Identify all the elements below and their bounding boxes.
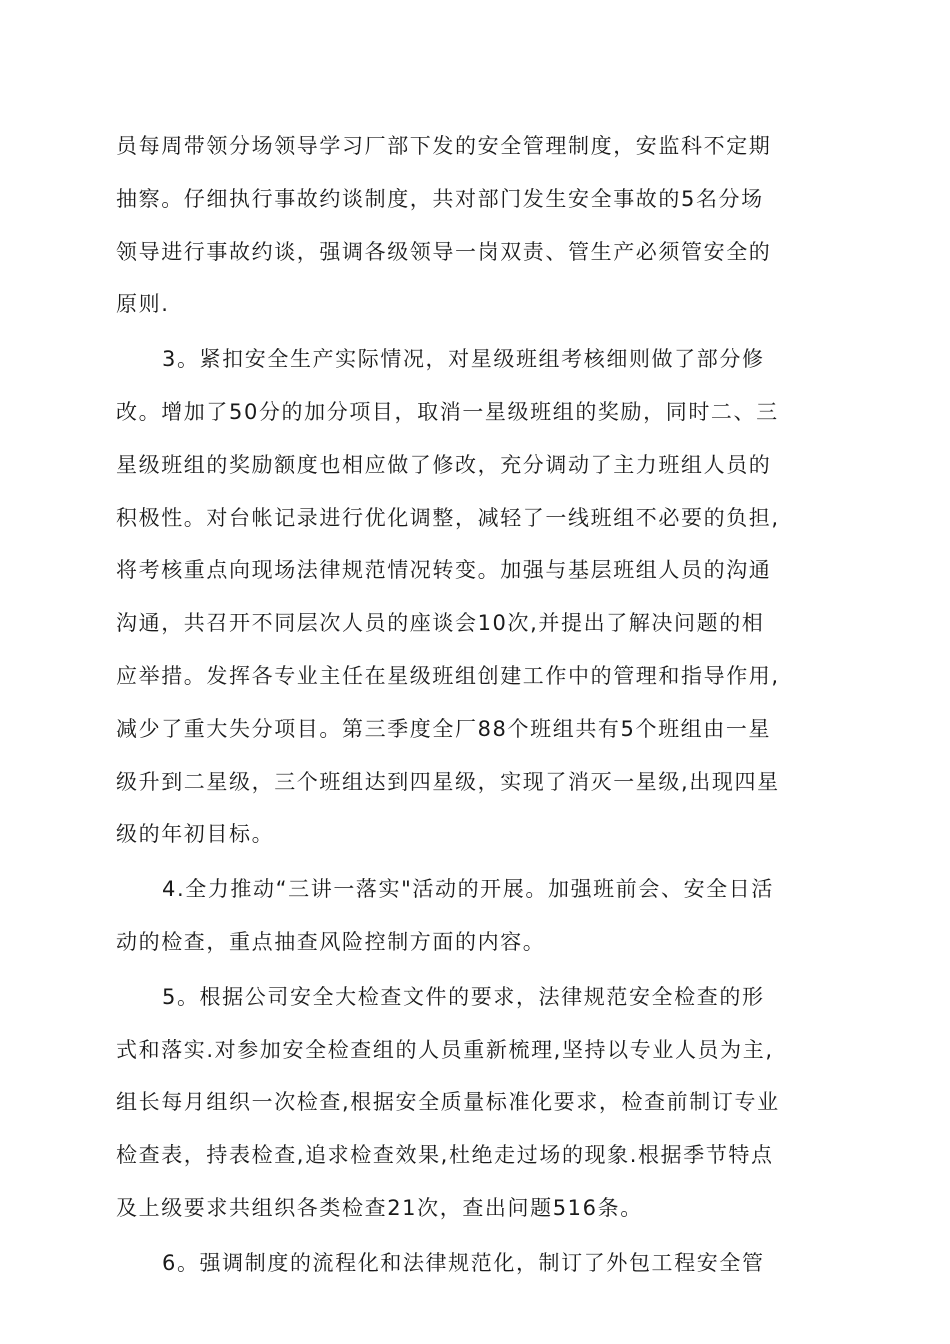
text-line: 动的检查，重点抽查风险控制方面的内容。	[116, 929, 546, 954]
text-line: 级升到二星级，三个班组达到四星级，实现了消灭一星级,出现四星	[116, 769, 780, 794]
document-body	[116, 120, 834, 1292]
text-line: 积极性。对台帐记录进行优化调整，减轻了一线班组不必要的负担,	[116, 505, 780, 530]
text-line: 6。强调制度的流程化和法律规范化，制订了外包工程安全管	[162, 1250, 765, 1275]
text-line: 减少了重大失分项目。第三季度全厂88个班组共有5个班组由一星	[116, 716, 772, 741]
text-line: 领导进行事故约谈，强调各级领导一岗双责、管生产必须管安全的	[116, 239, 772, 264]
paragraph-item-5	[116, 971, 834, 1235]
paragraph-item-4	[116, 863, 834, 969]
text-line: 沟通，共召开不同层次人员的座谈会10次,并提出了解决问题的相	[116, 611, 765, 636]
paragraph-continuation	[116, 120, 834, 331]
text-line: 应举措。发挥各专业主任在星级班组创建工作中的管理和指导作用,	[116, 663, 780, 688]
text-line: 式和落实.对参加安全检查组的人员重新梳理,坚持以专业人员为主,	[116, 1037, 774, 1062]
text-line: 将考核重点向现场法律规范情况转变。加强与基层班组人员的沟通	[116, 558, 772, 583]
text-line: 星级班组的奖励额度也相应做了修改，充分调动了主力班组人员的	[116, 452, 772, 477]
text-line: 4.全力推动“三讲一落实"活动的开展。加强班前会、安全日活	[162, 877, 774, 902]
paragraph-item-6	[116, 1237, 834, 1290]
text-line: 改。增加了50分的加分项目，取消一星级班组的奖励，同时二、三	[116, 399, 779, 424]
text-line: 员每周带领分场领导学习厂部下发的安全管理制度，安监科不定期	[116, 134, 772, 158]
text-line: 组长每月组织一次检查,根据安全质量标准化要求，检查前制订专业	[116, 1090, 780, 1115]
text-line: 5。根据公司安全大检查文件的要求，法律规范安全检查的形	[162, 984, 765, 1009]
text-line: 级的年初目标。	[116, 822, 275, 847]
text-line: 3。紧扣安全生产实际情况，对星级班组考核细则做了部分修	[162, 347, 765, 372]
text-line: 及上级要求共组织各类检查21次，查出问题516条。	[116, 1195, 643, 1220]
text-line: 检查表，持表检查,追求检查效果,杜绝走过场的现象.根据季节特点	[116, 1143, 774, 1168]
text-line: 原则.	[116, 292, 170, 317]
text-line: 抽察。仔细执行事故约谈制度，共对部门发生安全事故的5名分场	[116, 186, 764, 211]
paragraph-item-3	[116, 333, 834, 861]
